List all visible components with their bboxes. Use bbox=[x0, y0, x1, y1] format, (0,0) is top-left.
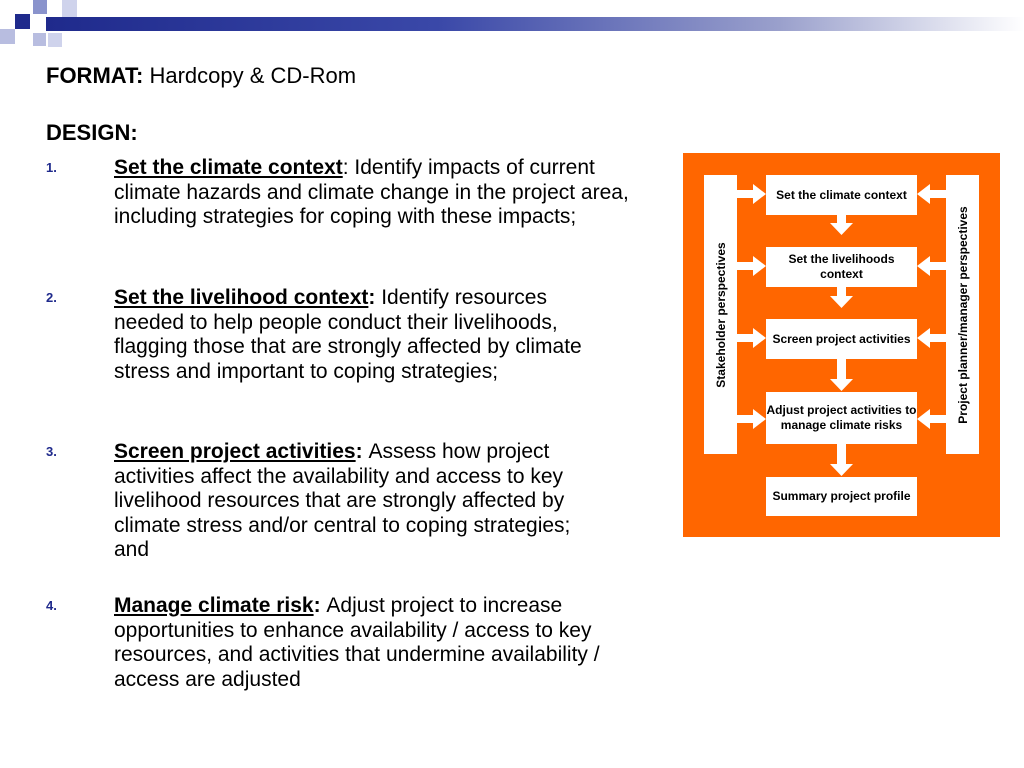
step-text bbox=[114, 594, 649, 692]
header-square-decoration bbox=[0, 29, 15, 44]
planner-arrows bbox=[917, 184, 946, 429]
header-square-decoration bbox=[15, 14, 30, 29]
diagram-box-screen-activities: Screen project activities bbox=[766, 319, 917, 359]
step-text bbox=[114, 286, 594, 384]
step-heading: Set the livelihood context bbox=[114, 286, 369, 309]
step-separator: : bbox=[342, 156, 355, 179]
planner-label: Project planner/manager perspectives bbox=[955, 205, 970, 424]
step-text bbox=[114, 440, 604, 563]
format-label: FORMAT: bbox=[46, 63, 144, 88]
step-item-3 bbox=[46, 440, 646, 565]
flow-arrow-down bbox=[830, 444, 853, 476]
arrow-right bbox=[737, 409, 766, 429]
stakeholder-panel bbox=[704, 175, 737, 454]
diagram-box-livelihoods-context: Set the livelihoods context bbox=[766, 247, 917, 287]
header-square-decoration bbox=[62, 0, 77, 17]
header-gradient-bar bbox=[46, 17, 1024, 31]
arrow-left bbox=[917, 256, 946, 276]
diagram-box-summary-profile: Summary project profile bbox=[766, 477, 917, 516]
arrow-left bbox=[917, 409, 946, 429]
planner-panel bbox=[946, 175, 979, 454]
arrow-right bbox=[737, 256, 766, 276]
step-body: Identify impacts of current climate hazards and climate change in the project area, including strategies for coping with these impacts; bbox=[114, 156, 629, 228]
step-body: Identify resources needed to help people conduct their livelihoods, flagging those that are strongly affected by climate stress and important to coping strategies; bbox=[114, 286, 582, 383]
stakeholder-label: Stakeholder perspectives bbox=[713, 241, 728, 388]
design-heading bbox=[46, 120, 138, 146]
arrow-right bbox=[737, 328, 766, 348]
process-diagram bbox=[683, 153, 1000, 537]
flow-arrow-down bbox=[830, 359, 853, 391]
step-heading: Set the climate context bbox=[114, 156, 343, 179]
step-body: Assess how project activities affect the availability and access to key livelihood resources that are strongly affected by climate stress and/or central to coping strategies; and bbox=[114, 440, 571, 561]
step-number: 1. bbox=[46, 160, 57, 175]
step-number: 2. bbox=[46, 290, 57, 305]
diagram-box-adjust-activities: Adjust project activities to manage climate risks bbox=[766, 392, 917, 444]
step-item-2 bbox=[46, 286, 646, 411]
step-number: 4. bbox=[46, 598, 57, 613]
arrow-left bbox=[917, 184, 946, 204]
design-colon: : bbox=[130, 120, 138, 145]
step-separator: : bbox=[368, 286, 382, 309]
step-separator: : bbox=[313, 594, 327, 617]
stakeholder-arrows bbox=[737, 184, 766, 429]
step-item-1 bbox=[46, 156, 646, 256]
step-text bbox=[114, 156, 649, 230]
header-square-decoration bbox=[33, 33, 46, 46]
step-separator: : bbox=[355, 440, 369, 463]
format-value: Hardcopy & CD-Rom bbox=[143, 63, 357, 88]
header-square-decoration bbox=[48, 33, 62, 47]
header-square-decoration bbox=[33, 0, 47, 14]
step-heading: Screen project activities bbox=[114, 440, 356, 463]
step-number: 3. bbox=[46, 444, 57, 459]
design-label: DESIGN bbox=[46, 120, 131, 145]
arrow-right bbox=[737, 184, 766, 204]
step-heading: Manage climate risk bbox=[114, 594, 314, 617]
diagram-box-climate-context: Set the climate context bbox=[766, 175, 917, 215]
step-item-4 bbox=[46, 594, 646, 694]
arrow-left bbox=[917, 328, 946, 348]
step-body: Adjust project to increase opportunities to enhance availability / access to key resources, and activities that undermine availability / access are adjusted bbox=[114, 594, 600, 691]
format-line bbox=[46, 63, 356, 89]
flow-arrow-down bbox=[830, 215, 853, 235]
flow-arrow-down bbox=[830, 287, 853, 308]
